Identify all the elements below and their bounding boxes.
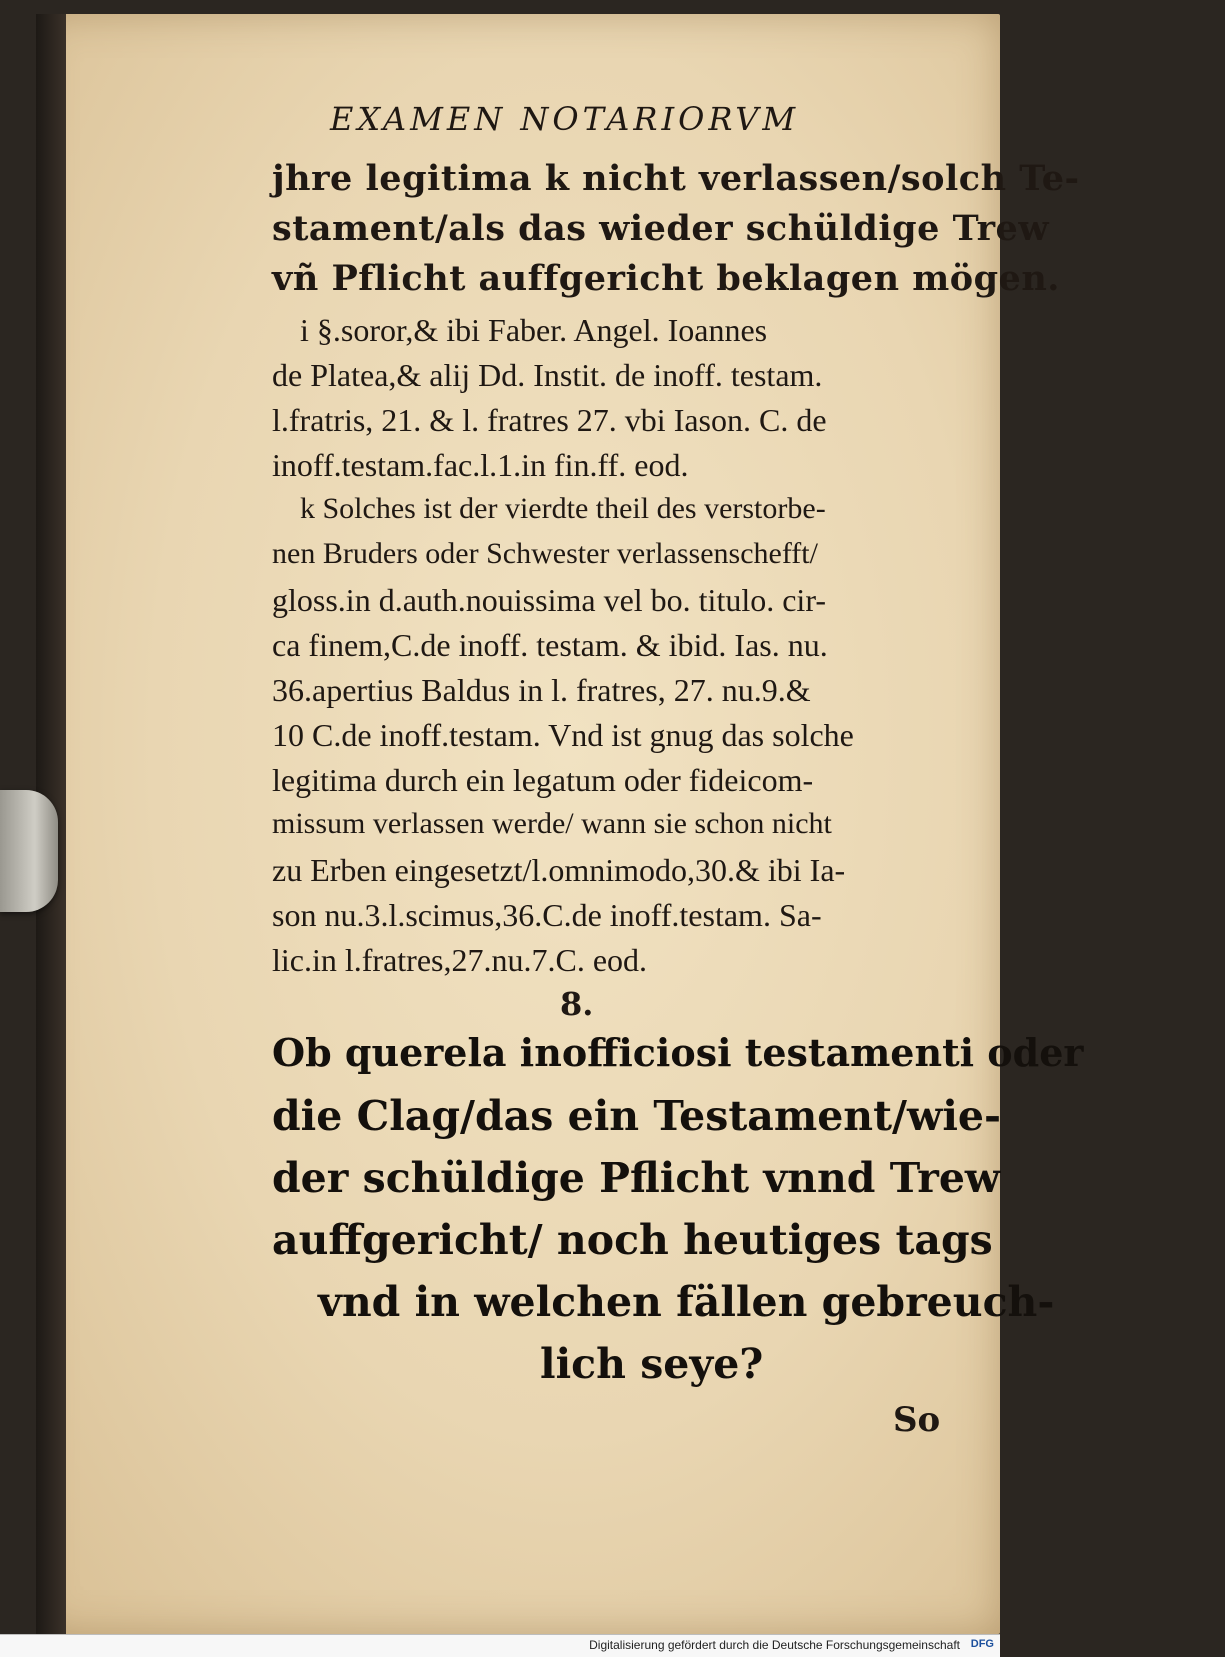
note-line: 10 C.de inoff.testam. Vnd ist gnug das solche: [272, 717, 854, 753]
footer-bar: [0, 1634, 1000, 1657]
note-line: nen Bruders oder Schwester verlassenschefft/: [272, 537, 818, 570]
question-line: lich seye?: [540, 1340, 764, 1388]
note-line: inoff.testam.fac.l.1.in fin.ff. eod.: [272, 447, 689, 483]
text-line: vñ Pflicht auffgericht beklagen mögen.: [272, 258, 1060, 299]
question-line: auffgericht/ noch heutiges tags: [272, 1216, 993, 1264]
question-line: Ob querela inofficiosi testamenti oder: [272, 1030, 1084, 1075]
note-line: ca finem,C.de inoff. testam. & ibid. Ias. nu.: [272, 627, 828, 663]
text-line: jhre legitima k nicht verlassen/solch Te-: [272, 158, 1080, 199]
note-line: legitima durch ein legatum oder fideicom-: [272, 762, 814, 798]
catchword: So: [893, 1400, 941, 1440]
question-line: vnd in welchen fällen gebreuch-: [318, 1278, 1055, 1326]
footer-credit: Digitalisierung gefördert durch die Deutsche Forschungsgemeinschaft: [589, 1638, 960, 1652]
dfg-logo[interactable]: DFG: [970, 1638, 994, 1650]
note-line: son nu.3.l.scimus,36.C.de inoff.testam. Sa-: [272, 897, 822, 933]
text-line: stament/als das wieder schüldige Trew: [272, 208, 1049, 249]
note-line: de Platea,& alij Dd. Instit. de inoff. testam.: [272, 357, 823, 393]
note-line: k Solches ist der vierdte theil des verstorbe-: [300, 492, 826, 525]
note-line: 36.apertius Baldus in l. fratres, 27. nu.9.&: [272, 672, 811, 708]
running-header: EXAMEN NOTARIORVM: [330, 100, 800, 138]
note-line: zu Erben eingesetzt/l.omnimodo,30.& ibi Ia-: [272, 852, 846, 888]
note-line: gloss.in d.auth.nouissima vel bo. titulo. cir-: [272, 582, 826, 618]
note-line: i §.soror,& ibi Faber. Angel. Ioannes: [300, 312, 768, 348]
note-line: lic.in l.fratres,27.nu.7.C. eod.: [272, 942, 648, 978]
question-line: der schüldige Pflicht vnnd Trew: [272, 1154, 1001, 1202]
note-line: l.fratris, 21. & l. fratres 27. vbi Iason. C. de: [272, 402, 827, 438]
page-clip: [0, 790, 58, 912]
section-number: 8.: [560, 985, 594, 1023]
note-line: missum verlassen werde/ wann sie schon nicht: [272, 807, 832, 840]
question-line: die Clag/das ein Testament/wie-: [272, 1092, 1001, 1140]
